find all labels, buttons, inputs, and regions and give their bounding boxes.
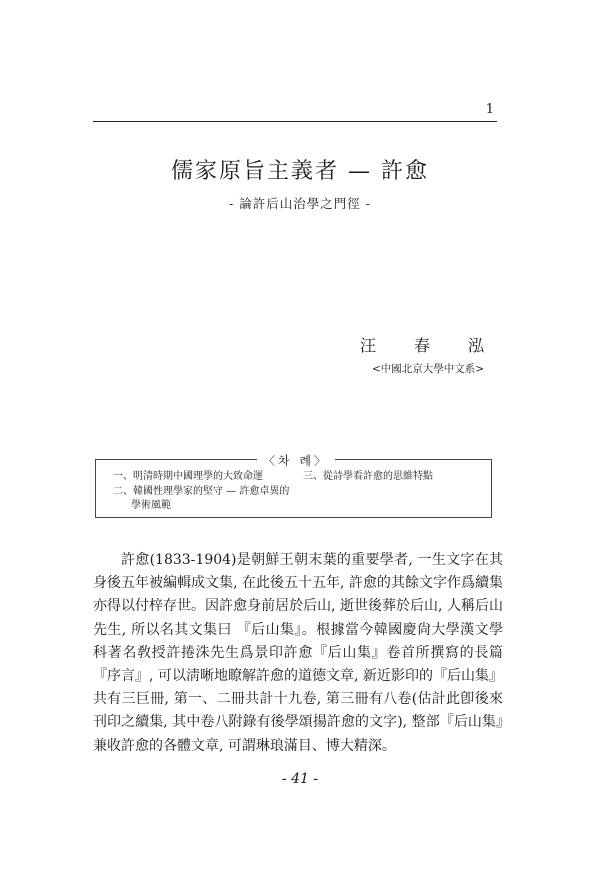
author-char: 泓 — [467, 336, 484, 355]
body-paragraph: 許愈(1833-1904)是朝鮮王朝末葉的重要學者, 一生文字在其身後五年被編輯成文集, 在此後五十五年, 許愈的其餘文字作爲續集亦得以付梓存世。因許愈身前居於后山, 逝世後葬於后山, 人稱后山先生, 所以名其文集曰 『后山集』。根據當今韓國慶尙大學漢文學科著名敎授許捲洙先生爲景印許愈『后山集』卷首所撰寫的長篇『序言』, 可以淸晰地瞭解許愈的道德文章, 新近影印的『后山集』共有三巨冊, 第一、二冊共計十九卷, 第三冊有八卷(估計此卽後來刊印之續集, 其中卷八附錄有後學頌揚許愈的文字), 整部『后山集』兼收許愈的各體文章, 可謂琳琅滿目、博大精深。 — [93, 552, 503, 754]
toc-item-continuation: 學術風範 — [131, 500, 171, 511]
author-char: 春 — [413, 336, 430, 355]
toc-heading: 〈차 례〉 — [257, 452, 335, 469]
body-text — [93, 549, 503, 758]
author-char: 汪 — [360, 336, 377, 355]
author-name — [360, 333, 484, 356]
toc-item: 一、明清時期中國理學的大致命運 — [113, 471, 263, 482]
article-title: 儒家原旨主義者 — 許愈 — [171, 159, 429, 184]
toc-item: 二、韓國性理學家的堅守 — 許愈卓異的 — [113, 486, 290, 497]
article-subtitle: - 論許后山治學之門徑 - — [229, 196, 371, 211]
page-folio: - 41 - — [281, 771, 319, 787]
toc-item: 三、從詩學看許愈的思維特點 — [303, 471, 433, 482]
author-affiliation: <中國北京大學中文系> — [372, 363, 485, 375]
running-header-page-number: 1 — [485, 102, 494, 117]
header-rule — [93, 121, 497, 122]
